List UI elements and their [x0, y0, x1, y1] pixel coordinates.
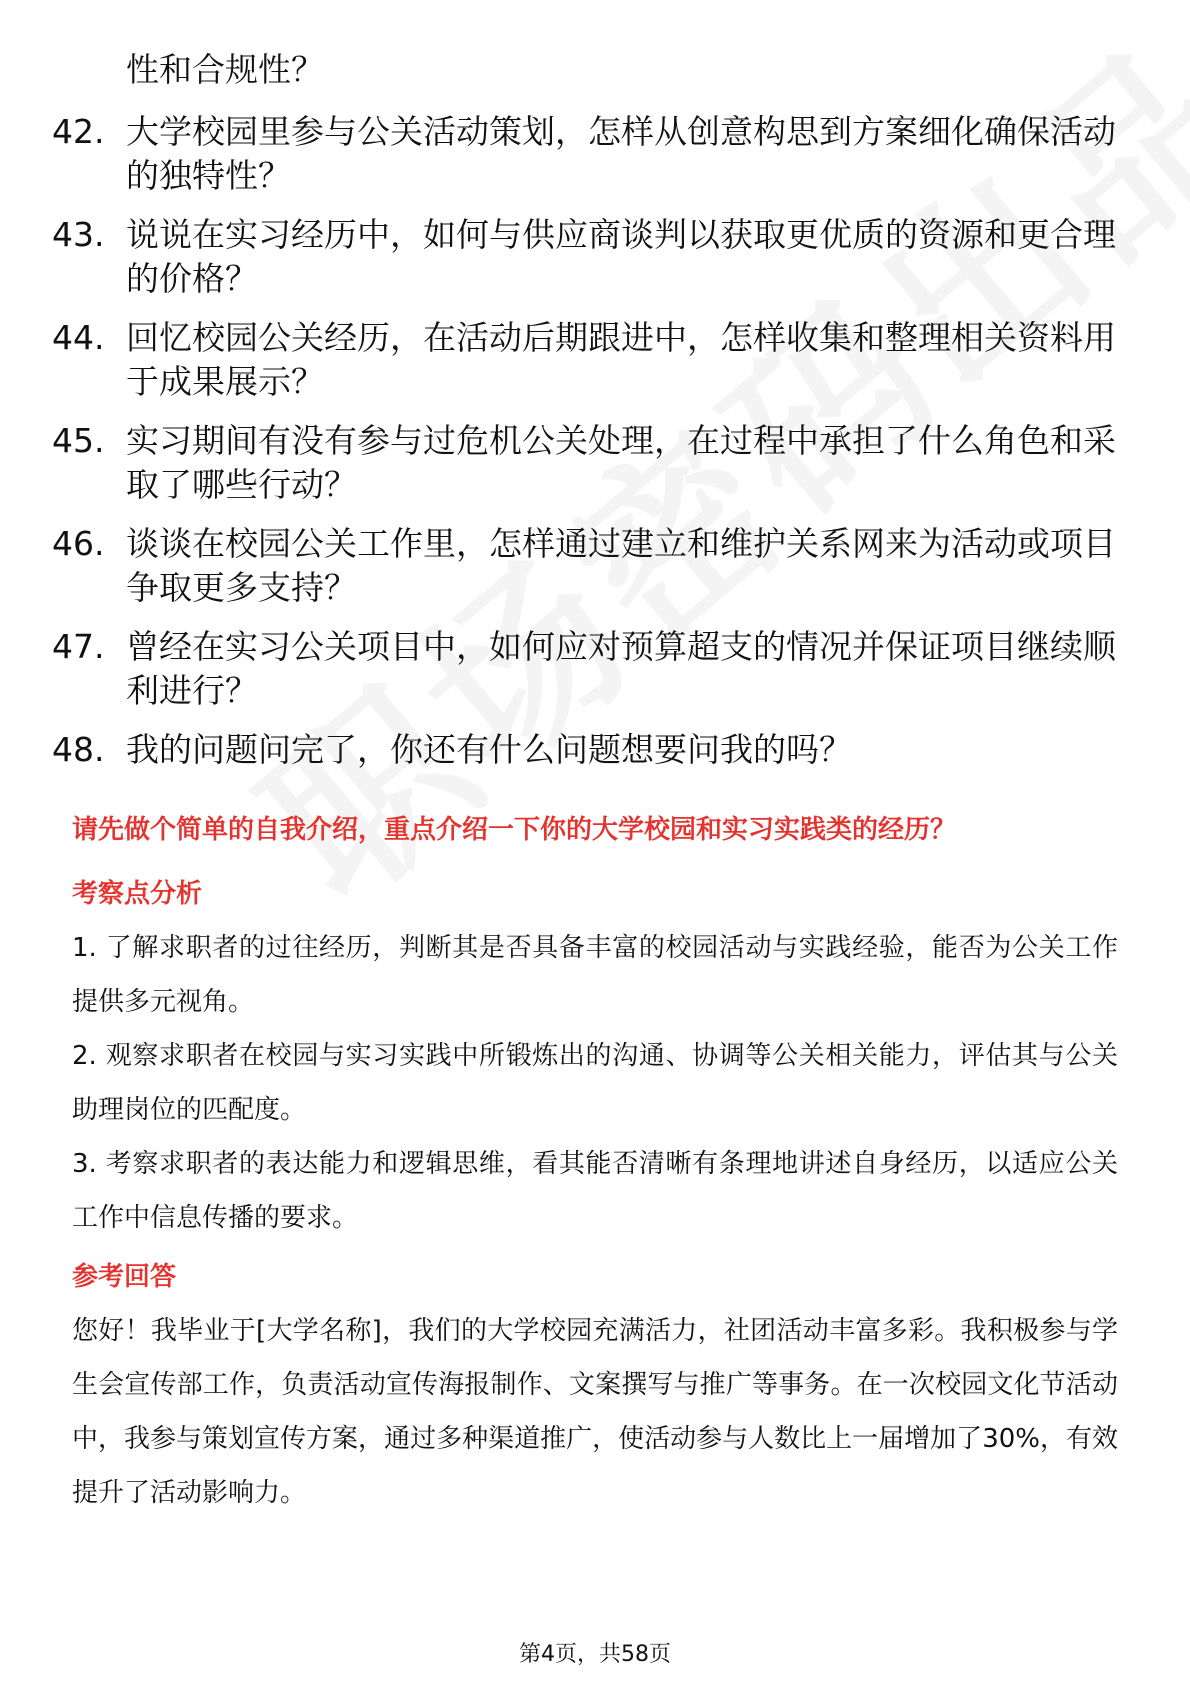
question-text: 大学校园里参与公关活动策划，怎样从创意构思到方案细化确保活动的独特性？ [126, 112, 1116, 195]
question-item [52, 419, 1122, 507]
page-footer: 第4页，共58页 [519, 1642, 671, 1667]
analysis-point-3: 3. 考察求职者的表达能力和逻辑思维，看其能否清晰有条理地讲述自身经历，以适应公关工作中信息传播的要求。 [72, 1149, 1118, 1233]
question-item [52, 728, 1122, 772]
question-number: 44. [52, 318, 105, 357]
question-text: 我的问题问完了，你还有什么问题想要问我的吗？ [126, 730, 852, 769]
section-question-title: 请先做个简单的自我介绍，重点介绍一下你的大学校园和实习实践类的经历？ [72, 815, 957, 845]
question-number: 43. [52, 215, 105, 254]
question-list [52, 110, 1122, 787]
question-item [52, 625, 1122, 713]
question-number: 42. [52, 112, 105, 151]
answer-paragraph: 您好！我毕业于[大学名称]，我们的大学校园充满活力，社团活动丰富多彩。我积极参与学生会宣传部工作，负责活动宣传海报制作、文案撰写与推广等事务。在一次校园文化节活动中，我参与策划宣传方案，通过多种渠道推广，使活动参与人数比上一届增加了30%，有效提升了活动影响力。 [72, 1316, 1118, 1508]
question-item [52, 522, 1122, 610]
question-text: 谈谈在校园公关工作里，怎样通过建立和维护关系网来为活动或项目争取更多支持？ [126, 524, 1116, 607]
question-number: 47. [52, 627, 105, 666]
question-number: 45. [52, 421, 105, 460]
question-text: 回忆校园公关经历，在活动后期跟进中，怎样收集和整理相关资料用于成果展示？ [126, 318, 1116, 401]
question-text: 实习期间有没有参与过危机公关处理，在过程中承担了什么角色和采取了哪些行动？ [126, 421, 1116, 504]
question-item [52, 316, 1122, 404]
answer-heading: 参考回答 [72, 1262, 177, 1292]
question-text: 说说在实习经历中，如何与供应商谈判以获取更优质的资源和更合理的价格？ [126, 215, 1116, 298]
question-item [52, 213, 1122, 301]
question-text: 曾经在实习公关项目中，如何应对预算超支的情况并保证项目继续顺利进行？ [126, 627, 1116, 710]
analysis-heading: 考察点分析 [72, 879, 203, 909]
question-item [52, 110, 1122, 198]
analysis-point-2: 2. 观察求职者在校园与实习实践中所锻炼出的沟通、协调等公关相关能力，评估其与公关助理岗位的匹配度。 [72, 1041, 1118, 1125]
question-number: 46. [52, 524, 105, 563]
analysis-point-1: 1. 了解求职者的过往经历，判断其是否具备丰富的校园活动与实践经验，能否为公关工作提供多元视角。 [72, 933, 1118, 1017]
question-number: 48. [52, 730, 105, 769]
continued-question-line: 性和合规性？ [126, 50, 324, 89]
